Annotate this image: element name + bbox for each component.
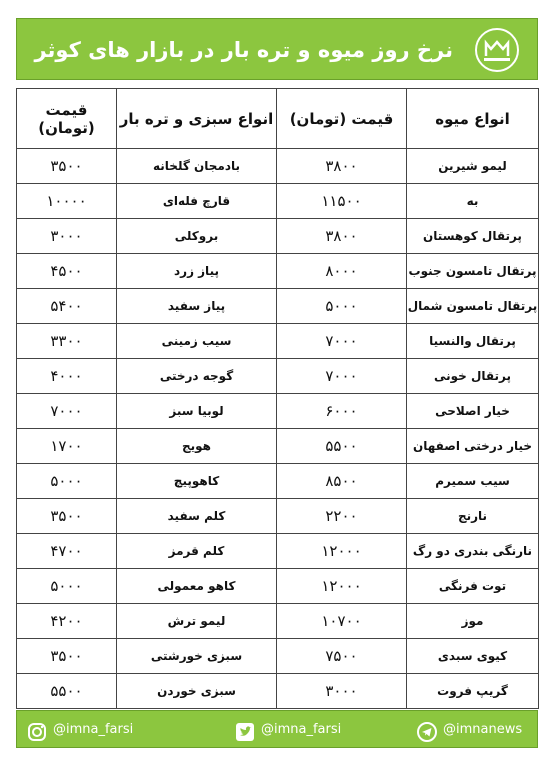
table-row [17, 499, 539, 534]
header-banner [16, 18, 538, 80]
veg-price-cell: ۳۵۰۰ [17, 639, 117, 674]
veg-price-cell: ۵۰۰۰ [17, 569, 117, 604]
veg-price-cell: ۵۰۰۰ [17, 464, 117, 499]
imna-logo-icon [475, 28, 519, 72]
veg-name-cell: پیاز سفید [117, 289, 277, 324]
fruit-price-cell: ۳۰۰۰ [277, 674, 407, 709]
table-row [17, 359, 539, 394]
veg-name-cell: کاهو معمولی [117, 569, 277, 604]
veg-name-cell: هویج [117, 429, 277, 464]
fruit-price-cell: ۸۵۰۰ [277, 464, 407, 499]
fruit-name-cell: پرتقال خونی [407, 359, 539, 394]
veg-name-cell: کلم سفید [117, 499, 277, 534]
veg-price-cell: ۷۰۰۰ [17, 394, 117, 429]
fruit-name-cell: کیوی سبدی [407, 639, 539, 674]
instagram-handle: @imna_farsi [53, 722, 134, 737]
veg-price-cell: ۱۷۰۰ [17, 429, 117, 464]
veg-name-cell: کاهوپیچ [117, 464, 277, 499]
table-row [17, 254, 539, 289]
page-title: نرخ روز میوه و تره بار در بازار های کوثر [34, 38, 453, 62]
header-veg-price: قیمت (تومان) [17, 89, 117, 149]
fruit-name-cell: خیار اصلاحی [407, 394, 539, 429]
table-row [17, 604, 539, 639]
header-fruit-name: انواع میوه [407, 89, 539, 149]
table-row [17, 464, 539, 499]
veg-price-cell: ۵۴۰۰ [17, 289, 117, 324]
fruit-name-cell: موز [407, 604, 539, 639]
veg-name-cell: گوجه درختی [117, 359, 277, 394]
fruit-price-cell: ۸۰۰۰ [277, 254, 407, 289]
instagram-icon [27, 720, 47, 740]
veg-name-cell: بروکلی [117, 219, 277, 254]
header-fruit-price: قیمت (تومان) [277, 89, 407, 149]
table-header-row [17, 89, 539, 149]
twitter-link[interactable] [235, 711, 341, 749]
fruit-price-cell: ۳۸۰۰ [277, 219, 407, 254]
table-row [17, 674, 539, 709]
veg-name-cell: لوبیا سبز [117, 394, 277, 429]
fruit-price-cell: ۷۰۰۰ [277, 324, 407, 359]
fruit-name-cell: پرتقال تامسون شمال [407, 289, 539, 324]
veg-name-cell: لیمو ترش [117, 604, 277, 639]
fruit-price-cell: ۱۲۰۰۰ [277, 534, 407, 569]
fruit-name-cell: توت فرنگی [407, 569, 539, 604]
fruit-price-cell: ۶۰۰۰ [277, 394, 407, 429]
veg-name-cell: بادمجان گلخانه [117, 149, 277, 184]
veg-name-cell: کلم قرمز [117, 534, 277, 569]
veg-price-cell: ۴۵۰۰ [17, 254, 117, 289]
veg-name-cell: سبزی خورشتی [117, 639, 277, 674]
veg-price-cell: ۳۳۰۰ [17, 324, 117, 359]
fruit-name-cell: پرتقال والنسیا [407, 324, 539, 359]
fruit-name-cell: خیار درختی اصفهان [407, 429, 539, 464]
table-row [17, 429, 539, 464]
fruit-name-cell: نارنج [407, 499, 539, 534]
instagram-link[interactable] [27, 711, 133, 749]
veg-price-cell: ۴۲۰۰ [17, 604, 117, 639]
fruit-price-cell: ۷۵۰۰ [277, 639, 407, 674]
twitter-icon [235, 720, 255, 740]
fruit-name-cell: نارنگی بندری دو رگ [407, 534, 539, 569]
telegram-link[interactable] [417, 711, 522, 749]
fruit-price-cell: ۱۰۷۰۰ [277, 604, 407, 639]
fruit-name-cell: به [407, 184, 539, 219]
fruit-price-cell: ۳۸۰۰ [277, 149, 407, 184]
table-row [17, 149, 539, 184]
telegram-handle: @imnanews [443, 722, 523, 737]
veg-price-cell: ۴۷۰۰ [17, 534, 117, 569]
fruit-name-cell: پرتقال کوهستان [407, 219, 539, 254]
footer-bar [16, 710, 538, 748]
fruit-price-cell: ۱۲۰۰۰ [277, 569, 407, 604]
fruit-name-cell: پرتقال تامسون جنوب [407, 254, 539, 289]
fruit-name-cell: گریپ فروت [407, 674, 539, 709]
fruit-price-cell: ۱۱۵۰۰ [277, 184, 407, 219]
veg-price-cell: ۳۵۰۰ [17, 499, 117, 534]
twitter-handle: @imna_farsi [261, 722, 342, 737]
fruit-name-cell: لیمو شیرین [407, 149, 539, 184]
veg-price-cell: ۱۰۰۰۰ [17, 184, 117, 219]
table-row [17, 394, 539, 429]
table-row [17, 324, 539, 359]
table-row [17, 569, 539, 604]
veg-price-cell: ۵۵۰۰ [17, 674, 117, 709]
veg-name-cell: سیب زمینی [117, 324, 277, 359]
veg-price-cell: ۳۵۰۰ [17, 149, 117, 184]
veg-price-cell: ۴۰۰۰ [17, 359, 117, 394]
table-row [17, 289, 539, 324]
veg-name-cell: سبزی خوردن [117, 674, 277, 709]
fruit-price-cell: ۵۰۰۰ [277, 289, 407, 324]
veg-price-cell: ۳۰۰۰ [17, 219, 117, 254]
table-row [17, 534, 539, 569]
fruit-price-cell: ۷۰۰۰ [277, 359, 407, 394]
fruit-price-cell: ۵۵۰۰ [277, 429, 407, 464]
veg-name-cell: پیاز زرد [117, 254, 277, 289]
table-row [17, 184, 539, 219]
table-row [17, 639, 539, 674]
veg-name-cell: قارچ فله‌ای [117, 184, 277, 219]
fruit-price-cell: ۲۲۰۰ [277, 499, 407, 534]
price-table [16, 88, 539, 709]
header-veg-name: انواع سبزی و تره بار [117, 89, 277, 149]
fruit-name-cell: سیب سمیرم [407, 464, 539, 499]
telegram-icon [417, 720, 437, 740]
table-row [17, 219, 539, 254]
